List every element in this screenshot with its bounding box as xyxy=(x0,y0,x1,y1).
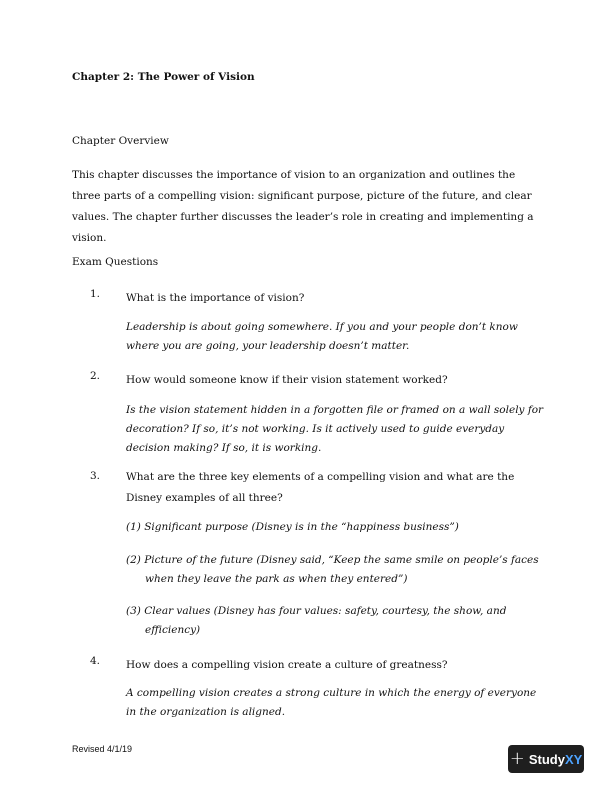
chapter-title: Chapter 2: The Power of Vision xyxy=(72,71,255,83)
question-text: How would someone know if their vision statement worked? xyxy=(126,374,448,386)
answer-text: A compelling vision creates a strong culture in which the energy of everyone in the organization is aligned. xyxy=(126,687,537,718)
list-item xyxy=(126,602,546,640)
studyxy-badge[interactable] xyxy=(508,745,584,773)
overview-paragraph: This chapter discusses the importance of vision to an organization and outlines the three parts of a compelling vision: significant purpose, picture of the future, and clear values. The chapter further discusses the leader’s role in creating and implementing a vision. xyxy=(72,169,534,244)
question-number: 1. xyxy=(90,288,101,300)
list-item-text: (3) Clear values (Disney has four values: safety, courtesy, the show, and xyxy=(126,605,507,617)
brand-name-part1: Study xyxy=(528,751,565,767)
brand-name xyxy=(529,752,582,767)
question-number: 2. xyxy=(90,370,101,382)
list-item-continuation: efficiency) xyxy=(145,624,201,636)
plus-icon: + xyxy=(509,748,525,769)
question-text: How does a compelling vision create a culture of greatness? xyxy=(126,659,448,671)
answer-text: Leadership is about going somewhere. If you and your people don’t know where you are going, your leadership doesn’t matter. xyxy=(126,321,518,352)
question-number: 4. xyxy=(90,655,101,667)
question-text: What are the three key elements of a compelling vision and what are the Disney examples of all three? xyxy=(126,471,515,504)
overview-heading: Chapter Overview xyxy=(72,135,169,147)
revision-date: Revised 4/1/19 xyxy=(72,744,133,754)
list-item-text: (1) Significant purpose (Disney is in the “happiness business”) xyxy=(126,521,459,533)
brand-name-part2: XY xyxy=(564,751,583,767)
list-item-continuation: when they leave the park as when they entered”) xyxy=(145,573,408,585)
answer-text: Is the vision statement hidden in a forgotten file or framed on a wall solely for decoration? If so, it’s not working. Is it actively used to guide everyday decision making? If so, it is working. xyxy=(126,404,544,454)
question-text: What is the importance of vision? xyxy=(126,292,305,304)
list-item xyxy=(126,551,546,589)
list-item xyxy=(126,518,546,537)
exam-questions-heading: Exam Questions xyxy=(72,256,159,268)
list-item-text: (2) Picture of the future (Disney said, “Keep the same smile on people’s faces xyxy=(126,554,539,566)
question-number: 3. xyxy=(90,470,101,482)
